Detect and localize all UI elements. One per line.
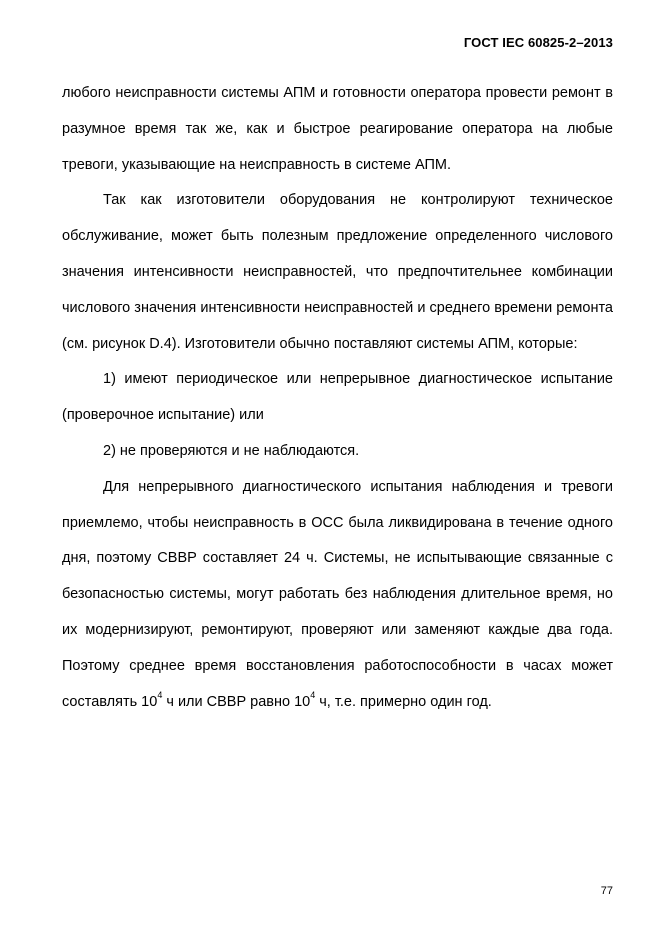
paragraph-continuation: любого неисправности системы АПМ и готовности оператора провести ремонт в разумное время так же, как и быстрое реагирование оператора на любые тревоги, указывающие на неисправность в системе АПМ. [62,85,613,173]
list-item-1: 1) имеют периодическое или непрерывное диагностическое испытание (проверочное испытание) или [62,371,613,424]
paragraph-manufacturers: Так как изготовители оборудования не контролируют техническое обслуживание, может быть полезным предложение определенного числового значения интенсивности неисправностей, что предпочтительнее комбинации числового значения интенсивности неисправностей и среднего времени ремонта (см. рисунок D.4). Изготовители обычно поставляют системы АПМ, которые: [62,192,613,352]
paragraph-text-part1: Для непрерывного диагностического испытания наблюдения и тревоги приемлемо, чтобы неисправность в ОСС была ликвидирована в течение одного дня, поэтому СВВР составляет 24 ч. Системы, не испытывающие связанные с безопасностью системы, могут работать без наблюдения длительное время, но их модернизируют, ремонтируют, проверяют или заменяют каждые два года. Поэтому среднее время восстановления работоспособности в часах может составлять 10 [62,478,613,710]
document-header: ГОСТ IEC 60825-2–2013 [463,35,613,50]
document-body [62,76,613,720]
list-item-2: 2) не проверяются и не наблюдаются. [103,442,360,459]
superscript-exponent-1: 4 [157,689,163,700]
paragraph-diagnostic-testing [62,470,613,721]
paragraph-text-part2: ч или СВВР равно 10 [162,693,311,710]
page-number: 77 [600,885,613,897]
superscript-exponent-2: 4 [310,689,316,700]
paragraph-text-part3: ч, т.е. примерно один год. [315,693,492,710]
